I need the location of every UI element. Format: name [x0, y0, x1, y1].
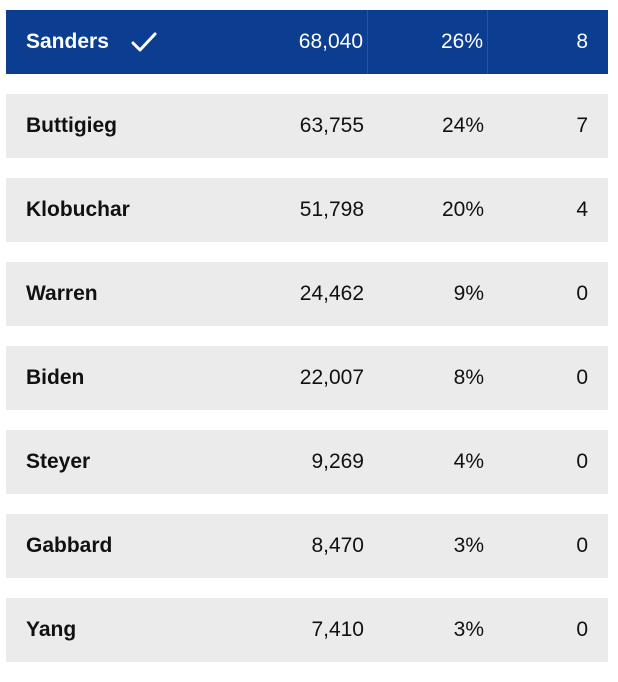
candidate-name: Buttigieg	[26, 114, 117, 137]
delegates-cell: 7	[576, 114, 588, 137]
votes-cell: 9,269	[311, 450, 364, 473]
candidate-name-cell	[6, 10, 246, 74]
table-row	[6, 262, 608, 326]
delegates-cell: 0	[576, 282, 588, 305]
percent-cell: 8%	[453, 366, 484, 389]
checkmark-icon	[131, 31, 157, 53]
candidate-name: Yang	[26, 618, 77, 641]
delegates-cell: 8	[576, 30, 588, 53]
percent-cell: 20%	[441, 198, 484, 221]
votes-cell: 22,007	[299, 366, 364, 389]
votes-cell: 51,798	[299, 198, 364, 221]
votes-cell: 68,040	[246, 10, 368, 74]
delegates-cell: 0	[576, 366, 588, 389]
candidate-name: Klobuchar	[26, 198, 130, 221]
candidate-name: Steyer	[26, 450, 91, 473]
candidate-name: Warren	[26, 282, 98, 305]
percent-cell: 3%	[453, 534, 484, 557]
votes-cell: 63,755	[299, 114, 364, 137]
percent-cell: 9%	[453, 282, 484, 305]
table-row	[6, 598, 608, 662]
delegates-cell: 0	[576, 534, 588, 557]
candidate-name: Sanders	[26, 30, 109, 53]
table-row	[6, 178, 608, 242]
results-table	[6, 10, 608, 682]
table-row	[6, 430, 608, 494]
delegates-cell: 4	[576, 198, 588, 221]
table-row	[6, 10, 608, 74]
votes-cell: 8,470	[311, 534, 364, 557]
candidate-name: Gabbard	[26, 534, 113, 557]
percent-cell: 3%	[453, 618, 484, 641]
votes-cell: 7,410	[311, 618, 364, 641]
candidate-name: Biden	[26, 366, 85, 389]
table-row	[6, 514, 608, 578]
percent-cell: 26%	[368, 10, 488, 74]
votes-cell: 24,462	[299, 282, 364, 305]
table-row	[6, 94, 608, 158]
percent-cell: 4%	[453, 450, 484, 473]
delegates-cell: 0	[576, 618, 588, 641]
table-row	[6, 346, 608, 410]
percent-cell: 24%	[441, 114, 484, 137]
delegates-cell: 0	[576, 450, 588, 473]
